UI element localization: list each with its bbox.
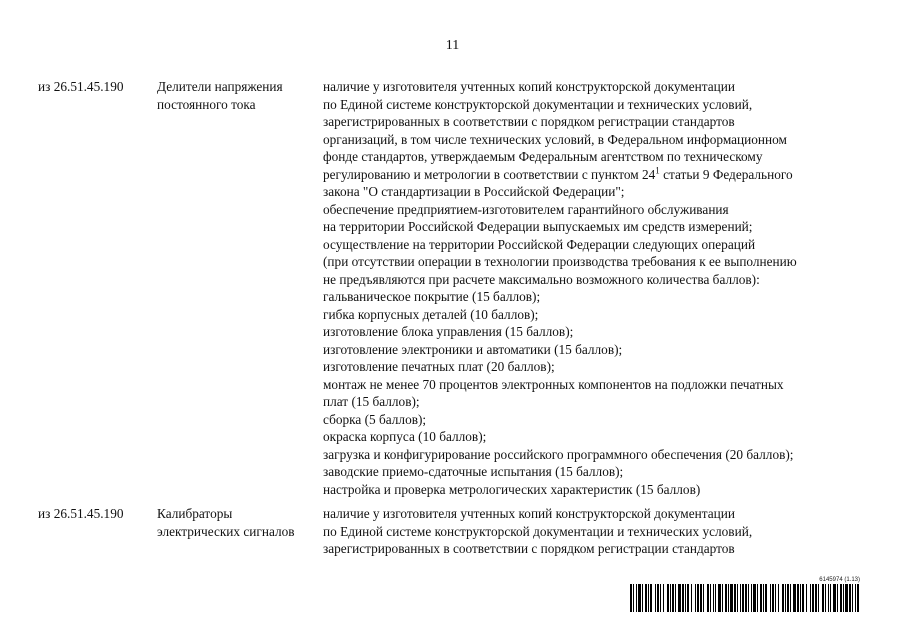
requirement-line: наличие у изготовителя учтенных копий конструкторской документации xyxy=(323,506,735,521)
requirement-line-with-footnote xyxy=(323,166,797,184)
barcode-icon xyxy=(630,584,860,612)
product-name-line: электрических сигналов xyxy=(157,523,295,539)
requirement-line: (при отсутствии операции в технологии производства требования к ее выполнению xyxy=(323,254,797,269)
okpd-code: из 26.51.45.190 xyxy=(38,506,124,521)
requirement-line: наличие у изготовителя учтенных копий конструкторской документации xyxy=(323,79,735,94)
requirement-line: по Единой системе конструкторской документации и технических условий, xyxy=(323,523,753,539)
requirement-line: загрузка и конфигурирование российского программного обеспечения (20 баллов); xyxy=(323,446,794,462)
requirement-line: закона "О стандартизации в Российской Федерации"; xyxy=(323,184,625,199)
requirement-line: настройка и проверка метрологических характеристик (15 баллов) xyxy=(323,481,701,497)
product-name xyxy=(157,78,283,113)
okpd-code: из 26.51.45.190 xyxy=(38,79,124,94)
requirement-line: фонде стандартов, утверждаемым Федеральным агентством по техническому xyxy=(323,149,763,164)
requirement-line: осуществление на территории Российской Федерации следующих операций xyxy=(323,236,756,252)
footnote-superscript: 1 xyxy=(655,165,660,176)
page-number: 11 xyxy=(445,38,460,53)
requirements-text xyxy=(323,505,752,558)
document-barcode xyxy=(630,577,860,612)
requirement-line: гибка корпусных деталей (10 баллов); xyxy=(323,306,539,322)
requirement-line: по Единой системе конструкторской документации и технических условий, xyxy=(323,96,753,112)
requirement-line: зарегистрированных в соответствии с порядком регистрации стандартов xyxy=(323,541,735,556)
requirement-line-tail: статьи 9 Федерального xyxy=(659,166,793,182)
requirement-line: обеспечение предприятием-изготовителем гарантийного обслуживания xyxy=(323,201,729,217)
requirement-line: зарегистрированных в соответствии с порядком регистрации стандартов xyxy=(323,114,735,129)
requirement-line: гальваническое покрытие (15 баллов); xyxy=(323,289,541,304)
requirement-line: плат (15 баллов); xyxy=(323,394,420,409)
barcode-number: 6145974 (1.13) xyxy=(819,577,860,583)
requirement-line: заводские приемо-сдаточные испытания (15 баллов); xyxy=(323,464,624,479)
requirement-line: изготовление электроники и автоматики (15 баллов); xyxy=(323,341,623,357)
requirement-line: на территории Российской Федерации выпускаемых им средств измерений; xyxy=(323,219,753,234)
requirement-line: не предъявляются при расчете максимально возможного количества баллов): xyxy=(323,271,760,287)
product-name-line: постоянного тока xyxy=(157,96,256,112)
product-name-line: Калибраторы xyxy=(157,506,233,521)
product-name xyxy=(157,505,295,540)
requirement-line: сборка (5 баллов); xyxy=(323,411,427,427)
requirement-line: организаций, в том числе технических условий, в Федеральном информационном xyxy=(323,131,787,147)
requirements-text xyxy=(323,78,797,498)
requirement-line: регулированию и метрологии в соответствии с пунктом 24 xyxy=(323,166,656,182)
requirement-line: окраска корпуса (10 баллов); xyxy=(323,429,487,444)
requirement-line: монтаж не менее 70 процентов электронных компонентов на подложки печатных xyxy=(323,376,784,392)
requirement-line: изготовление блока управления (15 баллов); xyxy=(323,324,574,339)
requirement-line: изготовление печатных плат (20 баллов); xyxy=(323,359,555,374)
product-name-line: Делители напряжения xyxy=(157,79,283,94)
